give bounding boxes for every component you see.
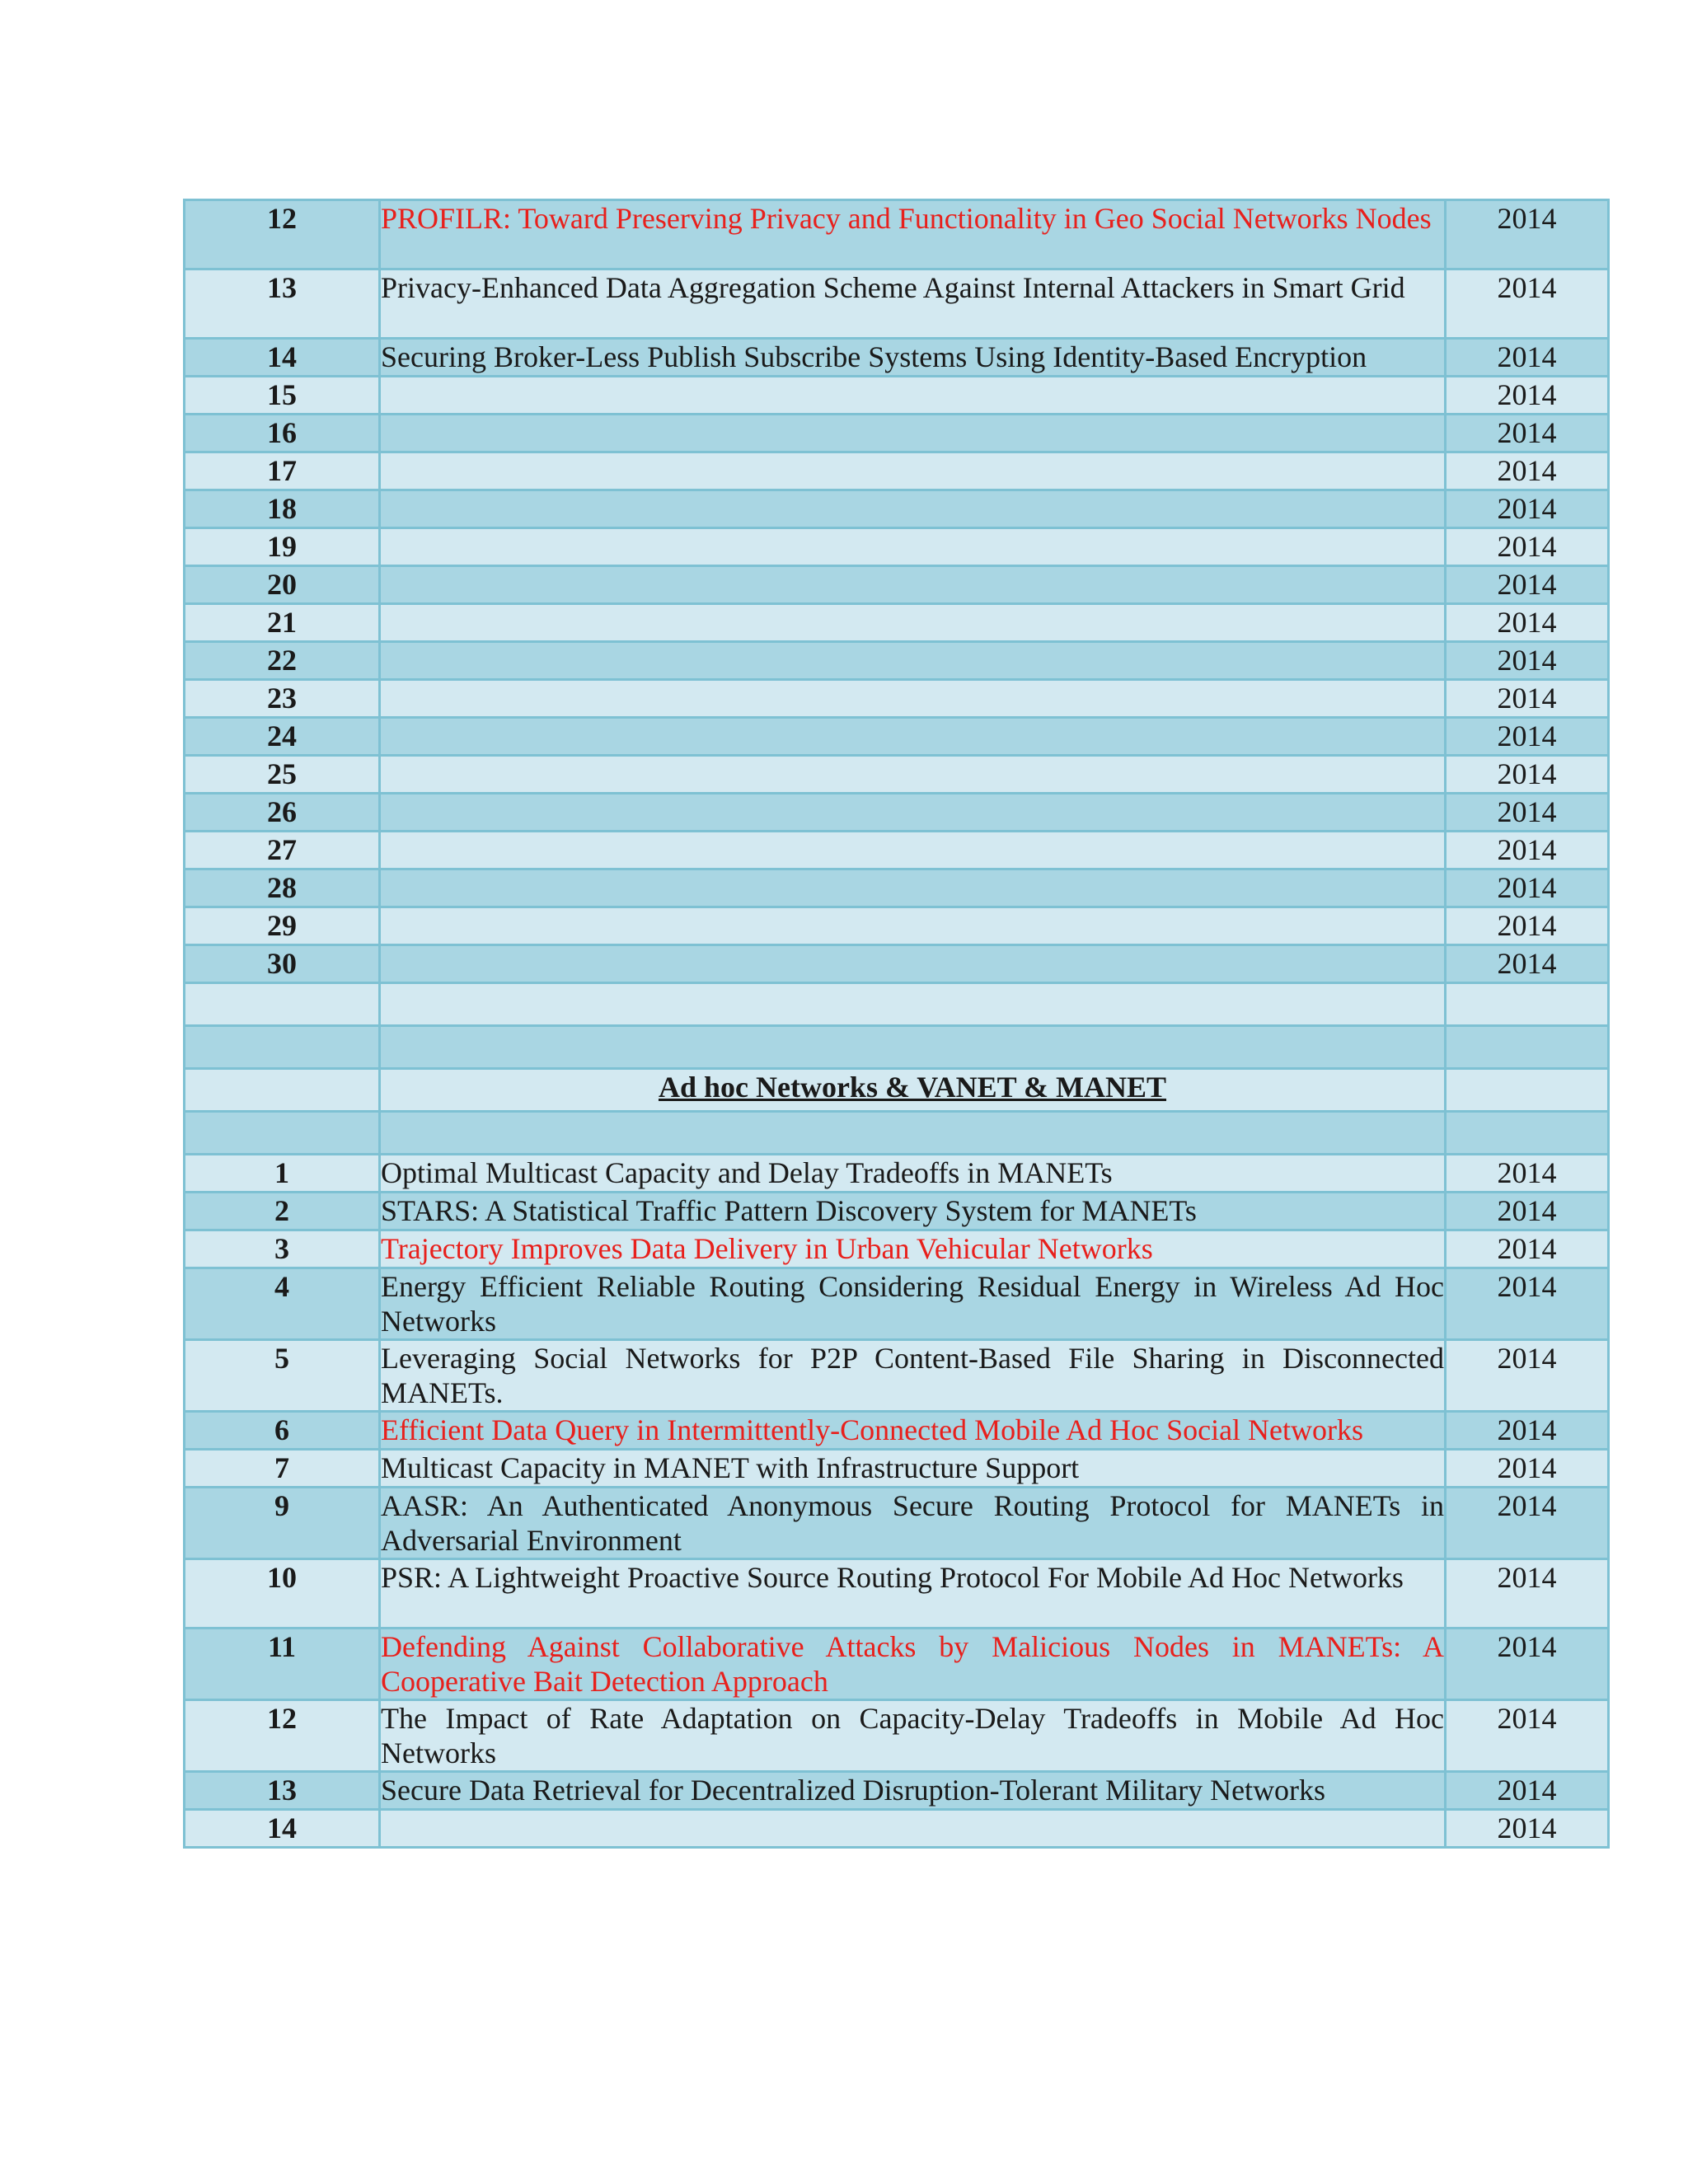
row-title: AASR: An Authenticated Anonymous Secure Routing Protocol for MANETs in Adversarial Environment [380,1488,1446,1559]
table-row [185,1450,1609,1488]
row-title [380,528,1446,566]
row-year: 2014 [1446,1772,1609,1810]
row-title [380,642,1446,680]
table-row [185,1412,1609,1450]
row-number: 24 [185,718,380,756]
table-row [185,794,1609,832]
row-title: Defending Against Collaborative Attacks by Malicious Nodes in MANETs: A Cooperative Bait Detection Approach [380,1629,1446,1700]
section-heading: Ad hoc Networks & VANET & MANET [380,1069,1446,1112]
row-year: 2014 [1446,1155,1609,1193]
row-year: 2014 [1446,680,1609,718]
table-row [185,869,1609,907]
row-title [380,415,1446,452]
row-number: 23 [185,680,380,718]
table-row [185,200,1609,269]
row-year: 2014 [1446,1268,1609,1340]
row-title: Multicast Capacity in MANET with Infrastructure Support [380,1450,1446,1488]
row-title: PROFILR: Toward Preserving Privacy and Functionality in Geo Social Networks Nodes [380,200,1446,269]
row-number: 26 [185,794,380,832]
row-title: Leveraging Social Networks for P2P Content-Based File Sharing in Disconnected MANETs. [380,1340,1446,1412]
row-year: 2014 [1446,832,1609,869]
row-year: 2014 [1446,718,1609,756]
row-number: 1 [185,1155,380,1193]
row-number: 6 [185,1412,380,1450]
table-row [185,490,1609,528]
row-year: 2014 [1446,794,1609,832]
row-number: 4 [185,1268,380,1340]
table-row [185,945,1609,983]
row-title [380,869,1446,907]
row-year: 2014 [1446,566,1609,604]
row-year: 2014 [1446,756,1609,794]
row-number: 5 [185,1340,380,1412]
table-row [185,452,1609,490]
row-title: The Impact of Rate Adaptation on Capacity-Delay Tradeoffs in Mobile Ad Hoc Networks [380,1700,1446,1772]
row-year: 2014 [1446,1340,1609,1412]
empty-cell [185,1069,380,1112]
row-year: 2014 [1446,528,1609,566]
section-heading-row [185,1069,1609,1112]
row-number: 9 [185,1488,380,1559]
table-row [185,832,1609,869]
row-title [380,452,1446,490]
table-row [185,604,1609,642]
row-number: 19 [185,528,380,566]
empty-cell [1446,983,1609,1026]
row-title: Privacy-Enhanced Data Aggregation Scheme Against Internal Attackers in Smart Grid [380,269,1446,339]
row-number: 15 [185,377,380,415]
spacer-row [185,1112,1609,1155]
row-title [380,832,1446,869]
empty-cell [185,1026,380,1069]
table-row [185,1559,1609,1629]
row-title [380,1810,1446,1848]
table-row [185,642,1609,680]
row-year: 2014 [1446,200,1609,269]
row-title [380,490,1446,528]
row-number: 12 [185,1700,380,1772]
row-title: Energy Efficient Reliable Routing Considering Residual Energy in Wireless Ad Hoc Networks [380,1268,1446,1340]
empty-cell [380,983,1446,1026]
row-number: 10 [185,1559,380,1629]
row-number: 21 [185,604,380,642]
table-row [185,528,1609,566]
row-year: 2014 [1446,1412,1609,1450]
row-year: 2014 [1446,945,1609,983]
row-title: PSR: A Lightweight Proactive Source Routing Protocol For Mobile Ad Hoc Networks [380,1559,1446,1629]
row-title: Efficient Data Query in Intermittently-Connected Mobile Ad Hoc Social Networks [380,1412,1446,1450]
table-row [185,269,1609,339]
table-row [185,566,1609,604]
row-year: 2014 [1446,642,1609,680]
row-title [380,566,1446,604]
row-number: 16 [185,415,380,452]
row-title [380,907,1446,945]
row-year: 2014 [1446,377,1609,415]
row-number: 3 [185,1230,380,1268]
table-row [185,718,1609,756]
row-year: 2014 [1446,415,1609,452]
row-year: 2014 [1446,1810,1609,1848]
row-year: 2014 [1446,604,1609,642]
row-title: Trajectory Improves Data Delivery in Urban Vehicular Networks [380,1230,1446,1268]
row-title [380,794,1446,832]
empty-cell [185,983,380,1026]
row-number: 13 [185,269,380,339]
table-row [185,907,1609,945]
row-year: 2014 [1446,869,1609,907]
row-title [380,680,1446,718]
empty-cell [380,1026,1446,1069]
spacer-row [185,983,1609,1026]
row-number: 12 [185,200,380,269]
row-title [380,377,1446,415]
row-title: Secure Data Retrieval for Decentralized Disruption-Tolerant Military Networks [380,1772,1446,1810]
table-row [185,1488,1609,1559]
row-number: 17 [185,452,380,490]
table-row [185,377,1609,415]
row-number: 29 [185,907,380,945]
row-number: 30 [185,945,380,983]
empty-cell [1446,1069,1609,1112]
row-number: 27 [185,832,380,869]
project-list-body [185,200,1609,1848]
spacer-row [185,1026,1609,1069]
row-year: 2014 [1446,1559,1609,1629]
empty-cell [185,1112,380,1155]
empty-cell [1446,1026,1609,1069]
row-title: Securing Broker-Less Publish Subscribe Systems Using Identity-Based Encryption [380,339,1446,377]
table-row [185,756,1609,794]
table-row [185,1230,1609,1268]
row-number: 25 [185,756,380,794]
row-year: 2014 [1446,1700,1609,1772]
table-row [185,1193,1609,1230]
row-title: Optimal Multicast Capacity and Delay Tradeoffs in MANETs [380,1155,1446,1193]
row-year: 2014 [1446,1230,1609,1268]
table-row [185,680,1609,718]
table-row [185,1772,1609,1810]
table-row [185,415,1609,452]
row-number: 20 [185,566,380,604]
table-row [185,1268,1609,1340]
row-number: 14 [185,1810,380,1848]
row-title [380,604,1446,642]
row-number: 11 [185,1629,380,1700]
empty-cell [1446,1112,1609,1155]
row-year: 2014 [1446,269,1609,339]
row-number: 2 [185,1193,380,1230]
row-year: 2014 [1446,490,1609,528]
row-title [380,718,1446,756]
row-number: 28 [185,869,380,907]
row-title [380,756,1446,794]
row-number: 22 [185,642,380,680]
row-year: 2014 [1446,1450,1609,1488]
row-year: 2014 [1446,907,1609,945]
row-number: 18 [185,490,380,528]
project-list-table [183,199,1610,1849]
row-year: 2014 [1446,1488,1609,1559]
table-row [185,1629,1609,1700]
row-year: 2014 [1446,1629,1609,1700]
row-number: 14 [185,339,380,377]
row-year: 2014 [1446,1193,1609,1230]
row-title: STARS: A Statistical Traffic Pattern Discovery System for MANETs [380,1193,1446,1230]
row-year: 2014 [1446,339,1609,377]
table-row [185,1155,1609,1193]
row-year: 2014 [1446,452,1609,490]
empty-cell [380,1112,1446,1155]
table-row [185,1700,1609,1772]
row-number: 7 [185,1450,380,1488]
row-title [380,945,1446,983]
row-number: 13 [185,1772,380,1810]
table-row [185,1340,1609,1412]
table-row [185,339,1609,377]
table-row [185,1810,1609,1848]
